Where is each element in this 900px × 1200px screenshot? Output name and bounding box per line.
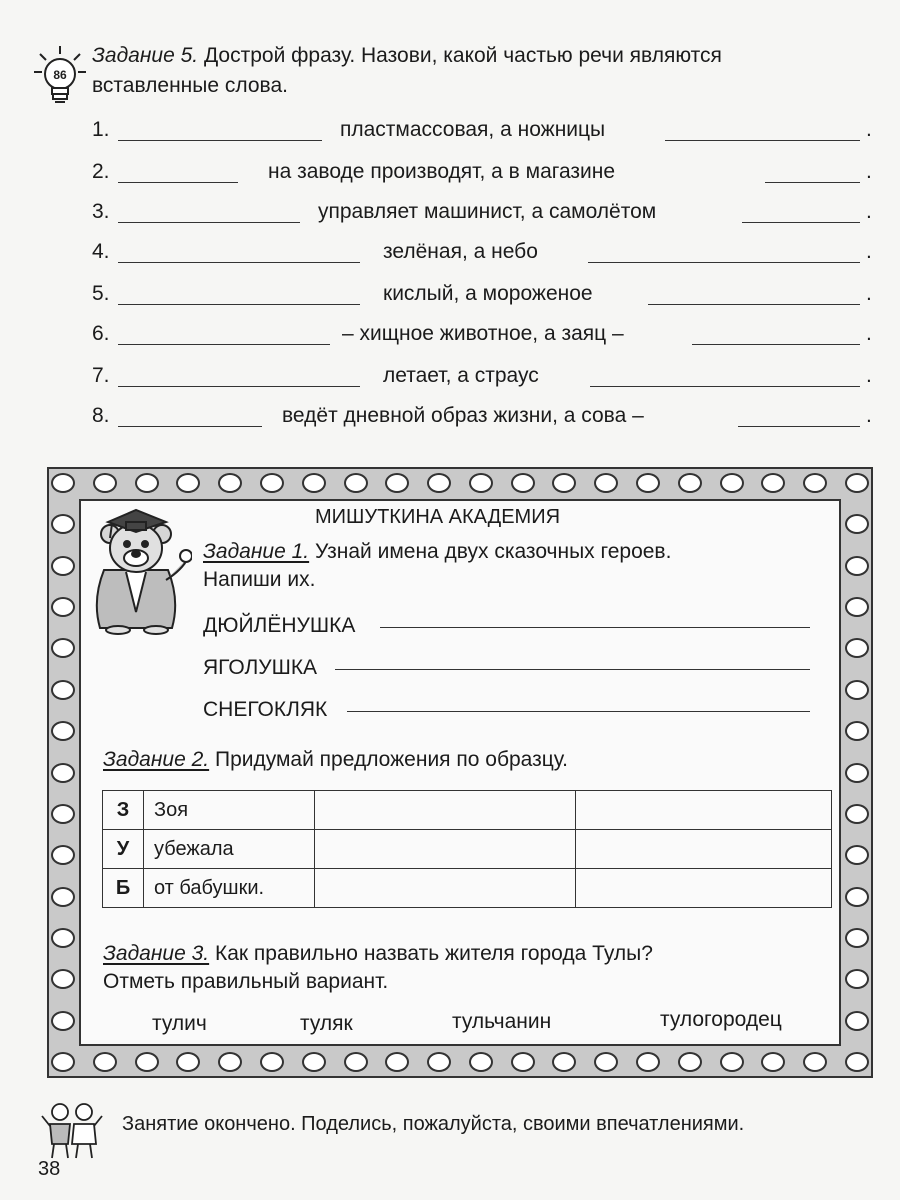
period-mark: . [866, 322, 872, 345]
frame-bead [51, 928, 75, 948]
frame-bead [344, 1052, 368, 1072]
frame-bead [469, 1052, 493, 1072]
bear-mascot-illustration [82, 500, 192, 635]
frame-bead [678, 1052, 702, 1072]
task-1-text-cont: Напиши их. [203, 568, 316, 591]
phrase-text: ведёт дневной образ жизни, а сова – [282, 404, 644, 427]
answer-line-2[interactable] [335, 669, 810, 670]
row-number: 1. [92, 118, 110, 141]
period-mark: . [866, 282, 872, 305]
table-blank-cell[interactable] [576, 869, 832, 908]
children-icon [40, 1098, 106, 1160]
table-row [103, 869, 832, 908]
table-word: убежала [144, 830, 315, 869]
row-number: 4. [92, 240, 110, 263]
frame-bead [845, 1011, 869, 1031]
academy-heading: МИШУТКИНА АКАДЕМИЯ [315, 506, 561, 528]
row-number: 7. [92, 364, 110, 387]
period-mark: . [866, 364, 872, 387]
frame-bead [93, 473, 117, 493]
table-row [103, 830, 832, 869]
blank-line[interactable] [118, 344, 330, 345]
frame-bead [135, 473, 159, 493]
blank-line[interactable] [765, 182, 860, 183]
table-blank-cell[interactable] [315, 791, 576, 830]
task-5-text-cont: вставленные слова. [92, 74, 288, 97]
frame-bead [845, 1052, 869, 1072]
table-letter: Б [103, 869, 144, 908]
task-5-title: Задание 5. [92, 44, 199, 67]
answer-option-2[interactable]: туляк [300, 1012, 353, 1035]
task-3-title: Задание 3. [103, 942, 210, 965]
answer-option-4[interactable]: тулогородец [660, 1008, 782, 1031]
frame-bead [636, 1052, 660, 1072]
task-1-title: Задание 1. [203, 540, 310, 563]
frame-bead [51, 680, 75, 700]
frame-bead [51, 597, 75, 617]
frame-bead [51, 721, 75, 741]
table-word: Зоя [144, 791, 315, 830]
blank-line[interactable] [588, 262, 860, 263]
phrase-text: зелёная, а небо [383, 240, 538, 263]
table-blank-cell[interactable] [315, 830, 576, 869]
blank-line[interactable] [118, 262, 360, 263]
phrase-text: – хищное животное, а заяц – [342, 322, 624, 345]
frame-bead [302, 473, 326, 493]
frame-bead [51, 1011, 75, 1031]
row-number: 3. [92, 200, 110, 223]
period-mark: . [866, 118, 872, 141]
answer-line-1[interactable] [380, 627, 810, 628]
phrase-text: на заводе производят, а в магазине [268, 160, 616, 183]
period-mark: . [866, 200, 872, 223]
answer-option-3[interactable]: тульчанин [452, 1010, 552, 1033]
task-2-text: Придумай предложения по образцу. [214, 748, 568, 771]
frame-bead [511, 1052, 535, 1072]
frame-bead [720, 473, 744, 493]
frame-bead [260, 1052, 284, 1072]
frame-bead [218, 473, 242, 493]
frame-bead [51, 473, 75, 493]
blank-line[interactable] [665, 140, 860, 141]
table-row [103, 791, 832, 830]
task-3-text-cont: Отметь правильный вариант. [103, 970, 389, 993]
blank-line[interactable] [742, 222, 860, 223]
svg-text:86: 86 [53, 68, 67, 82]
task-5-text: Дострой фразу. Назови, какой частью речи являются [203, 44, 722, 67]
task-2-title: Задание 2. [103, 748, 210, 771]
period-mark: . [866, 160, 872, 183]
blank-line[interactable] [738, 426, 860, 427]
lightbulb-icon [32, 44, 88, 110]
frame-bead [51, 887, 75, 907]
frame-bead [511, 473, 535, 493]
task-3-text: Как правильно назвать жителя города Тулы? [214, 942, 653, 965]
phrase-text: кислый, а мороженое [383, 282, 593, 305]
frame-bead [51, 1052, 75, 1072]
blank-line[interactable] [692, 344, 860, 345]
frame-bead [260, 473, 284, 493]
row-number: 2. [92, 160, 110, 183]
frame-bead [845, 721, 869, 741]
phrase-text: пластмассовая, а ножницы [340, 118, 606, 141]
frame-bead [845, 680, 869, 700]
blank-line[interactable] [118, 304, 360, 305]
table-letter: У [103, 830, 144, 869]
answer-line-3[interactable] [347, 711, 810, 712]
blank-line[interactable] [118, 140, 322, 141]
task-5-section [0, 0, 900, 450]
row-number: 8. [92, 404, 110, 427]
frame-bead [218, 1052, 242, 1072]
footer-message: Занятие окончено. Поделись, пожалуйста, своими впечатлениями. [122, 1113, 745, 1135]
phrase-text: управляет машинист, а самолётом [318, 200, 657, 223]
frame-bead [344, 473, 368, 493]
sample-sentence-table [102, 790, 832, 908]
riddle-word-2: ЯГОЛУШКА [203, 656, 318, 679]
blank-line[interactable] [118, 426, 262, 427]
blank-line[interactable] [118, 182, 238, 183]
blank-line[interactable] [118, 386, 360, 387]
frame-bead [427, 473, 451, 493]
frame-bead [845, 928, 869, 948]
table-blank-cell[interactable] [576, 830, 832, 869]
riddle-word-3: СНЕГОКЛЯК [203, 698, 328, 721]
frame-bead [302, 1052, 326, 1072]
period-mark: . [866, 240, 872, 263]
frame-bead [469, 473, 493, 493]
frame-bead [845, 763, 869, 783]
row-number: 6. [92, 322, 110, 345]
period-mark: . [866, 404, 872, 427]
frame-bead [678, 473, 702, 493]
phrase-text: летает, а страус [383, 364, 539, 387]
task-1-text: Узнай имена двух сказочных героев. [314, 540, 672, 563]
frame-bead [845, 597, 869, 617]
page-number: 38 [38, 1158, 61, 1180]
frame-bead [51, 556, 75, 576]
frame-bead [845, 887, 869, 907]
answer-option-1[interactable]: тулич [152, 1012, 207, 1035]
blank-line[interactable] [590, 386, 860, 387]
frame-bead [51, 804, 75, 824]
frame-bead [636, 473, 660, 493]
blank-line[interactable] [648, 304, 860, 305]
frame-bead [845, 473, 869, 493]
blank-line[interactable] [118, 222, 300, 223]
table-word: от бабушки. [144, 869, 315, 908]
frame-bead [845, 804, 869, 824]
table-letter: З [103, 791, 144, 830]
riddle-word-1: ДЮЙЛЁНУШКА [203, 614, 356, 637]
row-number: 5. [92, 282, 110, 305]
frame-bead [135, 1052, 159, 1072]
frame-bead [93, 1052, 117, 1072]
frame-bead [427, 1052, 451, 1072]
frame-bead [845, 556, 869, 576]
frame-bead [51, 763, 75, 783]
table-blank-cell[interactable] [576, 791, 832, 830]
frame-bead [720, 1052, 744, 1072]
table-blank-cell[interactable] [315, 869, 576, 908]
